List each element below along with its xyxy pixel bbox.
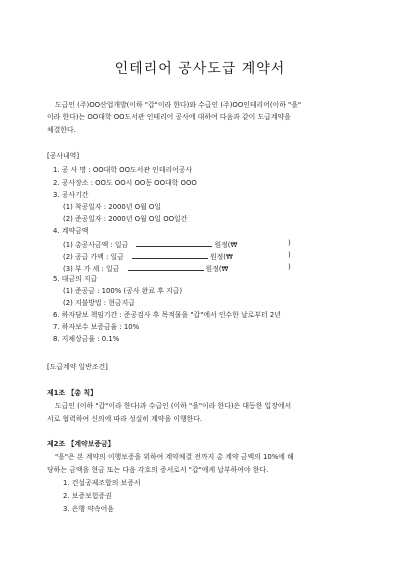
section-heading-general-conditions: [도급계약 일반조건] [47, 363, 108, 371]
amount-vat-blank [128, 264, 204, 271]
amount-supply-blank [132, 252, 208, 259]
item-completion-payment: (1) 준공금 : 100% (공사 완료 후 지급) [63, 287, 183, 295]
intro-line-1: 도급인 (주)OO산업개발(이하 "갑"이라 한다)와 수급인 (주)OO인테리어(이하 "을" [55, 101, 302, 109]
article-2-line-1: "을"은 본 계약의 이행보증을 위하여 계약체결 전까지 총 계약 금액의 10%에 해 [55, 453, 294, 461]
amount-total-won: 원정(₩ [214, 241, 238, 249]
amount-vat-row [63, 264, 228, 273]
article-1-heading: 제1조 【총 칙】 [47, 389, 97, 397]
amount-total-close: ) [288, 239, 291, 247]
amount-total-row [63, 240, 237, 249]
amount-vat-won: 원정(₩ [205, 265, 229, 273]
amount-supply-close: ) [288, 251, 291, 259]
article-2-heading: 제2조 【계약보증금】 [47, 440, 115, 448]
amount-supply-won: 원정(₩ [209, 253, 233, 261]
section-heading-work-details: [공사내역] [47, 152, 80, 160]
article-1-line-1: 도급인 (이하 "갑"이라 한다)과 수급인 (이하 "을"이라 한다)은 대등한 입장에서 [55, 402, 292, 410]
amount-supply-label: (2) 공급 가액 : 일금 [63, 253, 124, 261]
item-project-location: 2. 공사장소 : OO도 OO시 OO동 OO대학 OOO [53, 179, 197, 187]
item-contract-amount: 4. 계약금액 [53, 227, 89, 235]
article-2-list-item: 3. 은행 약속어음 [63, 505, 114, 513]
intro-line-2: 이라 한다)는 OO대학 OO도서관 인테리어 공사에 대하여 다음과 같이 도급계약을 [47, 113, 291, 121]
item-delay-penalty-rate: 8. 지체상금율 : 0.1% [53, 335, 120, 343]
intro-line-3: 체결한다. [47, 126, 76, 134]
item-warranty-deposit-rate: 7. 하자보수 보증금율 : 10% [53, 323, 140, 331]
item-payment-method: (2) 지불방법 : 현금지급 [63, 299, 135, 307]
item-project-period: 3. 공사기간 [53, 191, 89, 199]
document-title: 인테리어 공사도급 계약서 [114, 61, 286, 77]
article-2-list-item: 1. 건설공제조합의 보증서 [63, 479, 141, 487]
item-start-date: (1) 착공일자 : 2000년 O월 O일 [63, 203, 162, 211]
item-completion-date: (2) 준공일자 : 2000년 O월 O일 OO일간 [63, 215, 188, 223]
article-2-list-item: 2. 보증보험증권 [63, 492, 112, 500]
amount-total-blank [136, 240, 212, 247]
article-2-line-2: 당하는 금액을 현금 또는 다음 각호의 증서로서 "갑"에게 납부하여야 한다. [47, 466, 269, 474]
amount-vat-label: (3) 부 가 세 : 일금 [63, 265, 120, 273]
amount-supply-row [63, 252, 233, 261]
item-payment: 5. 대금의 지급 [53, 275, 98, 283]
item-project-name: 1. 공 사 명 : OO대학 OO도서관 인테리어공사 [53, 166, 193, 174]
item-warranty-period: 6. 하자담보 책임기간 : 준공검사 후 목적물을 "갑"에서 인수한 날로부터 2년 [53, 311, 281, 319]
article-1-line-2: 서로 협력하여 신의에 따라 성실히 계약을 이행한다. [47, 415, 203, 423]
amount-total-label: (1) 총공사금액 : 일금 [63, 241, 129, 249]
amount-vat-close: ) [288, 263, 291, 271]
